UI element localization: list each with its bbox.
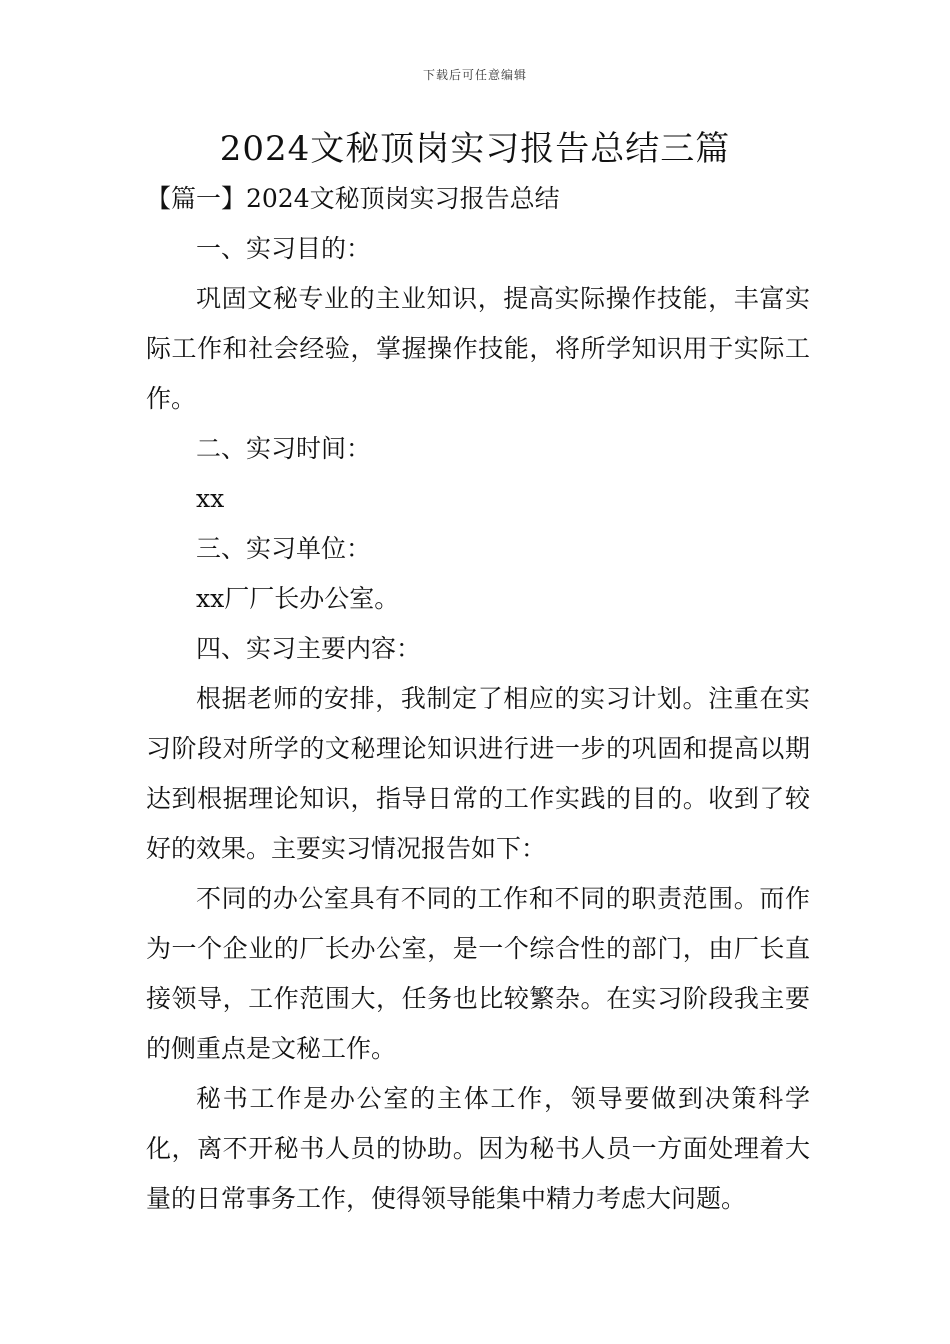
document-title: 2024文秘顶岗实习报告总结三篇 <box>219 129 731 169</box>
heading-purpose: 一、实习目的： <box>196 234 372 263</box>
paragraph-plan: 根据老师的安排，我制定了相应的实习计划。注重在实习阶段对所学的文秘理论知识进行进一步的巩固和提高以期达到根据理论知识，指导日常的工作实践的目的。收到了较好的效果。主要实习情况报告如下： <box>146 684 810 863</box>
heading-content: 四、实习主要内容： <box>196 634 422 663</box>
paragraph-purpose: 巩固文秘专业的主业知识，提高实际操作技能，丰富实际工作和社会经验，掌握操作技能，将所学知识用于实际工作。 <box>146 284 810 413</box>
paragraph-office: 不同的办公室具有不同的工作和不同的职责范围。而作为一个企业的厂长办公室，是一个综合性的部门，由厂长直接领导，工作范围大，任务也比较繁杂。在实习阶段我主要的侧重点是文秘工作。 <box>146 884 810 1063</box>
paragraph-time: xx <box>196 484 225 513</box>
heading-unit: 三、实习单位： <box>196 534 372 563</box>
document-body <box>146 174 810 1224</box>
header-note: 下载后可任意编辑 <box>422 68 527 82</box>
paragraph-secretary: 秘书工作是办公室的主体工作，领导要做到决策科学化，离不开秘书人员的协助。因为秘书人员一方面处理着大量的日常事务工作，使得领导能集中精力考虑大问题。 <box>146 1084 810 1213</box>
section-heading: 【篇一】2024文秘顶岗实习报告总结 <box>146 184 560 213</box>
paragraph-unit: xx厂厂长办公室。 <box>196 584 400 613</box>
heading-time: 二、实习时间： <box>196 434 372 463</box>
